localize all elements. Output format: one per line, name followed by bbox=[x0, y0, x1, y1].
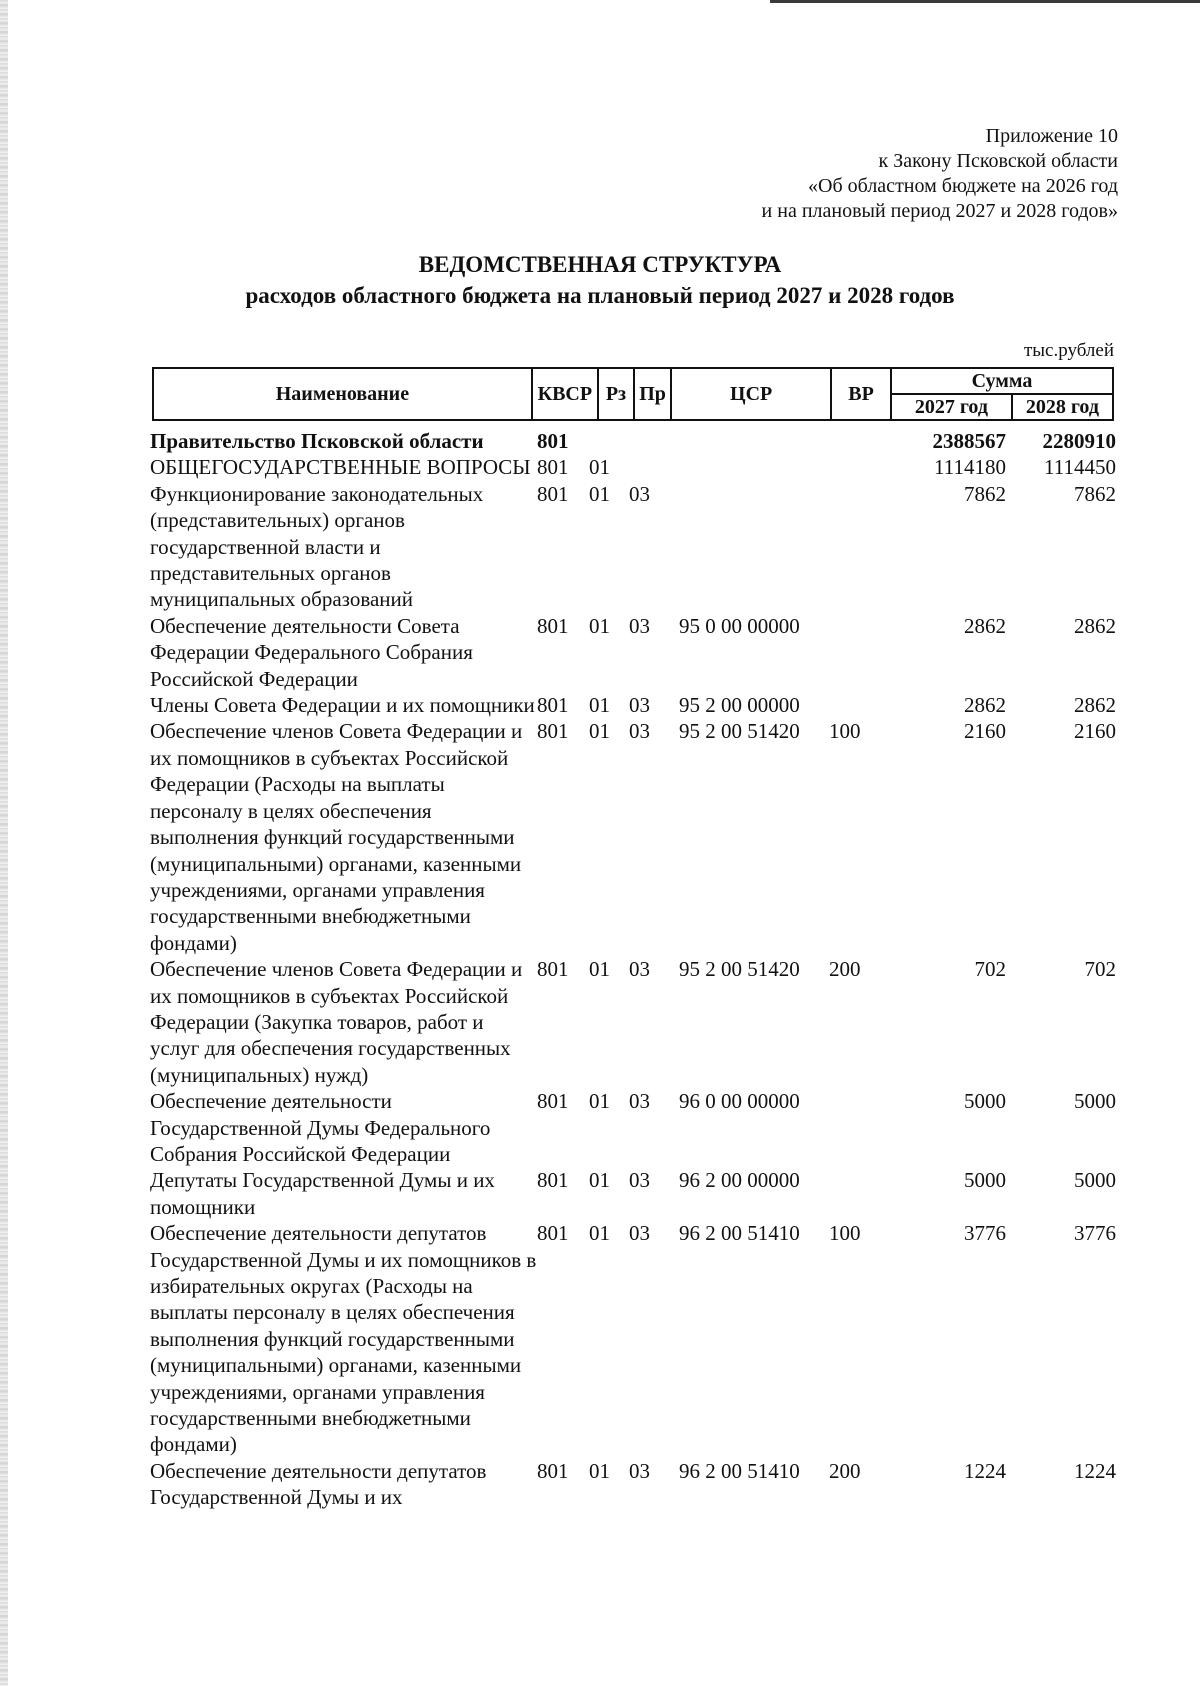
row-vr bbox=[829, 1167, 911, 1220]
row-2027: 2862 bbox=[964, 693, 1006, 718]
row-name: Правительство Псковской области bbox=[150, 429, 484, 453]
row-kvsr: 801 bbox=[537, 613, 569, 638]
appendix-line: «Об областном бюджете на 2026 год bbox=[808, 175, 1118, 197]
row-csr bbox=[679, 481, 829, 613]
row-name: Обеспечение деятельности Совета Федерации Федерального Собрания Российской Федерации bbox=[150, 613, 473, 691]
row-2027: 7862 bbox=[964, 481, 1006, 506]
row-csr: 96 0 00 00000 bbox=[679, 1089, 800, 1114]
row-2027: 3776 bbox=[964, 1221, 1006, 1246]
row-rz: 01 bbox=[589, 957, 610, 982]
row-2028: 5000 bbox=[1074, 1168, 1116, 1193]
row-2027: 702 bbox=[974, 957, 1006, 982]
row-vr: 200 bbox=[829, 1458, 861, 1483]
row-2028: 2862 bbox=[1074, 693, 1116, 718]
table-row bbox=[150, 613, 1116, 692]
row-rz: 01 bbox=[589, 1221, 610, 1246]
budget-table bbox=[150, 428, 1116, 1511]
row-pr: 03 bbox=[629, 613, 650, 638]
row-vr bbox=[829, 1088, 911, 1167]
row-name: Обеспечение деятельности депутатов Государственной Думы и их bbox=[150, 1458, 487, 1510]
row-rz: 01 bbox=[589, 1458, 610, 1483]
row-rz bbox=[589, 428, 629, 454]
row-2027: 2862 bbox=[964, 613, 1006, 638]
row-2028: 702 bbox=[1084, 957, 1116, 982]
row-2027: 1114180 bbox=[934, 455, 1006, 480]
title-line-2: расходов областного бюджета на плановый период 2027 и 2028 годов bbox=[245, 283, 955, 308]
row-kvsr: 801 bbox=[537, 429, 569, 453]
table-row bbox=[150, 1220, 1116, 1458]
row-kvsr: 801 bbox=[537, 1458, 569, 1483]
scan-edge-top bbox=[770, 0, 1200, 3]
header-2027: 2027 год bbox=[891, 394, 1012, 420]
row-vr bbox=[829, 454, 911, 480]
row-rz: 01 bbox=[589, 481, 610, 506]
table-row bbox=[150, 718, 1116, 956]
row-rz: 01 bbox=[589, 613, 610, 638]
document-title bbox=[0, 249, 1200, 311]
row-2028: 3776 bbox=[1074, 1221, 1116, 1246]
row-name: Обеспечение членов Совета Федерации и их помощников в субъектах Российской Федерации (Закупка товаров, работ и услуг для обеспечения государственных (муниципальных) нужд) bbox=[150, 957, 523, 1087]
row-vr bbox=[829, 428, 911, 454]
unit-label: тыс.рублей bbox=[1023, 340, 1114, 361]
row-pr: 03 bbox=[629, 693, 650, 718]
row-csr: 95 0 00 00000 bbox=[679, 613, 800, 638]
table-header bbox=[152, 367, 1114, 421]
appendix-line: к Закону Псковской области bbox=[878, 150, 1118, 172]
row-2028: 1114450 bbox=[1044, 455, 1116, 480]
appendix-line: и на плановый период 2027 и 2028 годов» bbox=[761, 200, 1118, 222]
row-kvsr: 801 bbox=[537, 693, 569, 718]
row-pr: 03 bbox=[629, 1168, 650, 1193]
row-2027: 2388567 bbox=[932, 429, 1006, 453]
row-2028: 7862 bbox=[1074, 481, 1116, 506]
table-row bbox=[150, 692, 1116, 718]
row-rz: 01 bbox=[589, 455, 610, 480]
appendix-line: Приложение 10 bbox=[985, 125, 1118, 147]
row-vr: 200 bbox=[829, 957, 861, 982]
row-pr: 03 bbox=[629, 719, 650, 744]
row-kvsr: 801 bbox=[537, 481, 569, 506]
row-name: Обеспечение деятельности Государственной Думы Федерального Собрания Российской Федерации bbox=[150, 1089, 491, 1166]
row-2028: 1224 bbox=[1074, 1458, 1116, 1483]
header-pr: Пр bbox=[634, 368, 671, 420]
table-row bbox=[150, 454, 1116, 480]
row-csr: 95 2 00 00000 bbox=[679, 693, 800, 718]
row-name: Обеспечение членов Совета Федерации и их помощников в субъектах Российской Федерации (Расходы на выплаты персоналу в целях обеспечения выполнения функций государственными (муниципальными) органами, казенными учреждениями, органами управления государственными внебюджетными фондами) bbox=[150, 719, 523, 955]
row-rz: 01 bbox=[589, 1089, 610, 1114]
row-vr bbox=[829, 692, 911, 718]
row-vr bbox=[829, 613, 911, 692]
table-row bbox=[150, 428, 1116, 454]
row-csr: 95 2 00 51420 bbox=[679, 719, 800, 744]
row-2028: 2160 bbox=[1074, 719, 1116, 744]
table-row bbox=[150, 956, 1116, 1088]
row-name: ОБЩЕГОСУДАРСТВЕННЫЕ ВОПРОСЫ bbox=[150, 455, 531, 480]
row-csr: 95 2 00 51420 bbox=[679, 957, 800, 982]
table-row bbox=[150, 1167, 1116, 1220]
row-name: Функционирование законодательных (представительных) органов государственной власти и представительных органов муниципальных образований bbox=[150, 481, 484, 612]
row-rz: 01 bbox=[589, 719, 610, 744]
table-row bbox=[150, 1088, 1116, 1167]
row-pr: 03 bbox=[629, 957, 650, 982]
row-2027: 1224 bbox=[964, 1458, 1006, 1483]
row-name: Депутаты Государственной Думы и их помощники bbox=[150, 1168, 495, 1219]
header-2028: 2028 год bbox=[1012, 394, 1113, 420]
row-kvsr: 801 bbox=[537, 957, 569, 982]
row-vr bbox=[829, 481, 911, 613]
header-kvsr: КВСР bbox=[532, 368, 598, 420]
row-kvsr: 801 bbox=[537, 719, 569, 744]
row-name: Члены Совета Федерации и их помощники bbox=[150, 693, 535, 718]
row-2027: 5000 bbox=[964, 1168, 1006, 1193]
row-pr: 03 bbox=[629, 1458, 650, 1483]
header-name: Наименование bbox=[153, 368, 532, 420]
row-csr: 96 2 00 51410 bbox=[679, 1221, 800, 1246]
header-sum: Сумма bbox=[891, 368, 1113, 394]
row-rz: 01 bbox=[589, 1168, 610, 1193]
row-kvsr: 801 bbox=[537, 455, 569, 480]
row-csr bbox=[679, 428, 829, 454]
row-2027: 5000 bbox=[964, 1089, 1006, 1114]
header-csr: ЦСР bbox=[671, 368, 831, 420]
row-name: Обеспечение деятельности депутатов Государственной Думы и их помощников в избирательных округах (Расходы на выплаты персоналу в целях обеспечения выполнения функций государственными (муниципальными) органами, казенными учреждениями, органами управления государственными внебюджетными фондами) bbox=[150, 1221, 537, 1457]
row-vr: 100 bbox=[829, 1221, 861, 1246]
row-kvsr: 801 bbox=[537, 1221, 569, 1246]
row-2028: 5000 bbox=[1074, 1089, 1116, 1114]
appendix-note bbox=[762, 124, 1118, 224]
table-row bbox=[150, 1458, 1116, 1511]
row-pr: 03 bbox=[629, 1089, 650, 1114]
row-kvsr: 801 bbox=[537, 1089, 569, 1114]
row-kvsr: 801 bbox=[537, 1168, 569, 1193]
row-csr: 96 2 00 00000 bbox=[679, 1168, 800, 1193]
title-line-1: ВЕДОМСТВЕННАЯ СТРУКТУРА bbox=[418, 252, 782, 277]
row-vr: 100 bbox=[829, 719, 861, 744]
row-2027: 2160 bbox=[964, 719, 1006, 744]
row-2028: 2280910 bbox=[1042, 429, 1116, 453]
row-2028: 2862 bbox=[1074, 613, 1116, 638]
row-rz: 01 bbox=[589, 693, 610, 718]
row-pr bbox=[629, 428, 679, 454]
row-pr: 03 bbox=[629, 481, 650, 506]
header-vr: ВР bbox=[831, 368, 891, 420]
table-row bbox=[150, 481, 1116, 613]
row-csr: 96 2 00 51410 bbox=[679, 1458, 800, 1483]
header-rz: Рз bbox=[598, 368, 634, 420]
row-pr: 03 bbox=[629, 1221, 650, 1246]
row-pr bbox=[629, 454, 679, 480]
row-csr bbox=[679, 454, 829, 480]
